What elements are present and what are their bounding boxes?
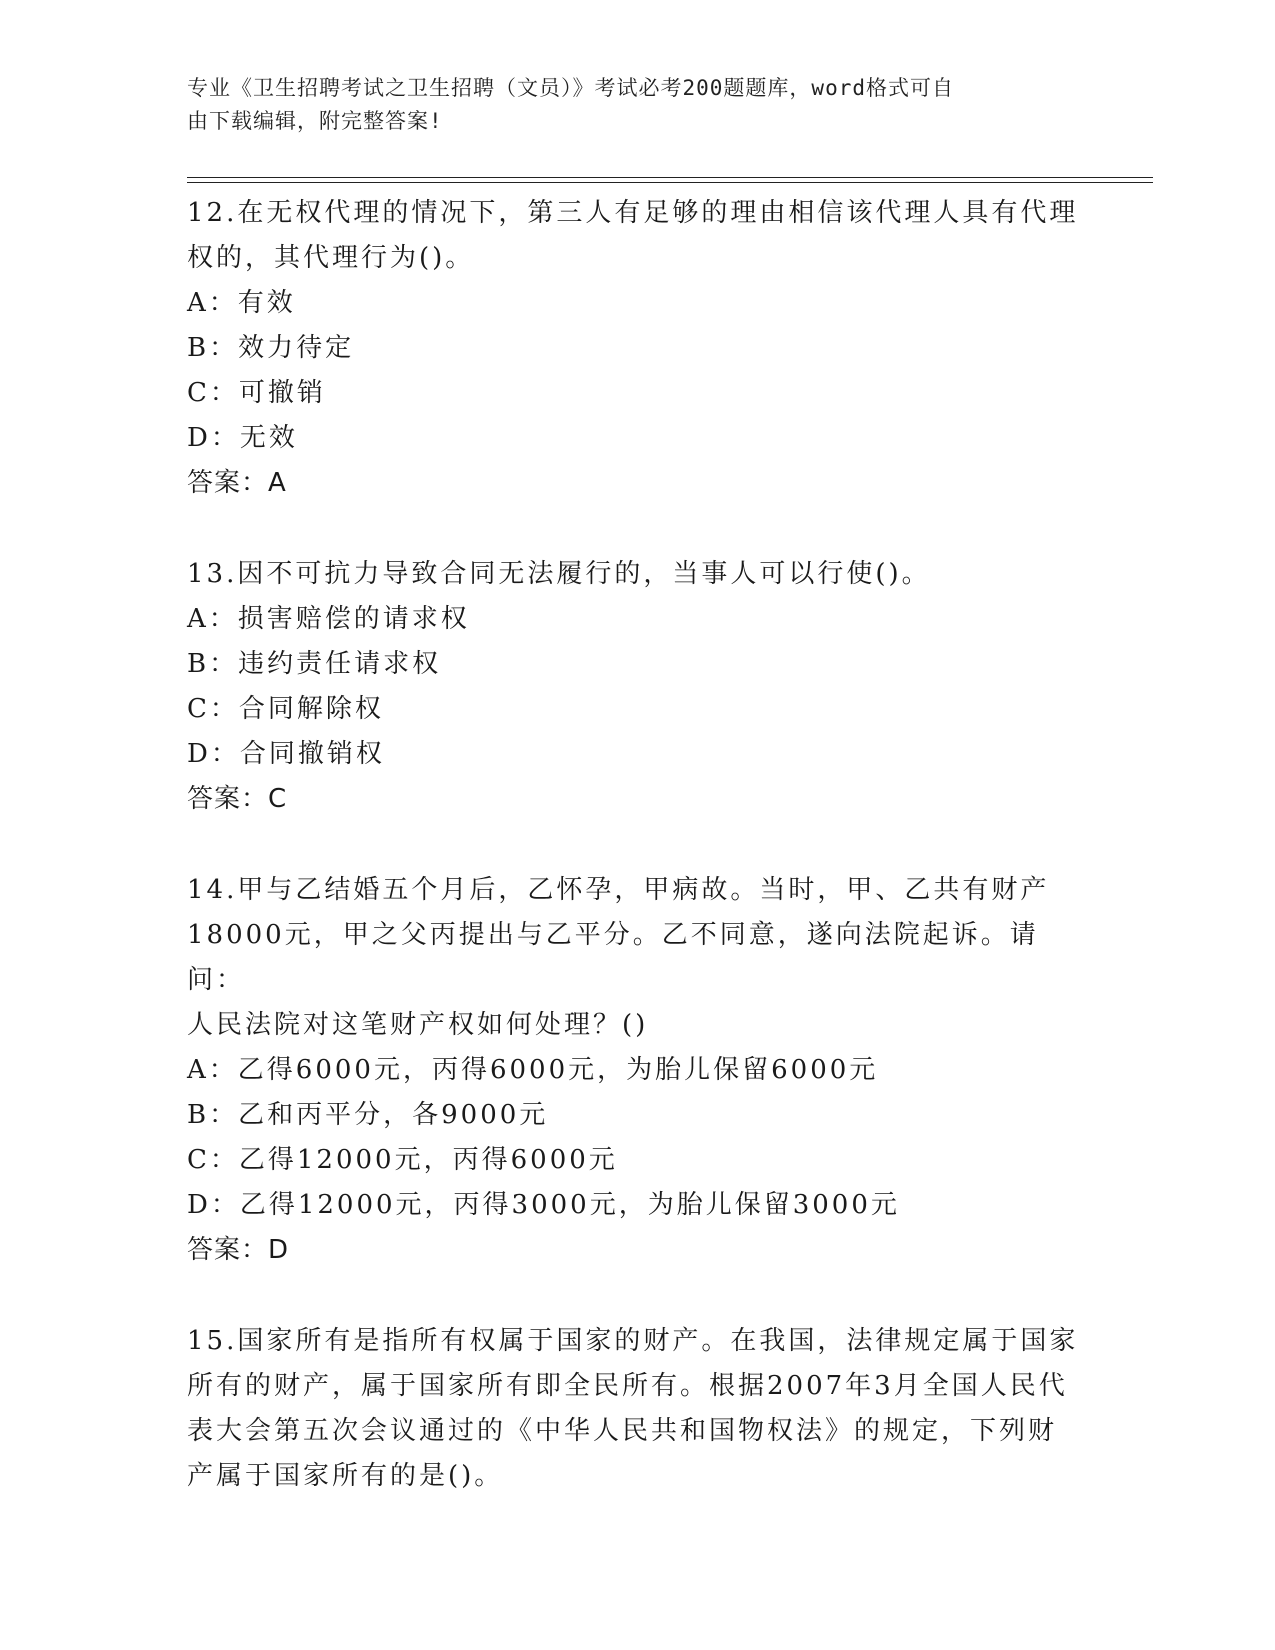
option-a: A：乙得6000元，丙得6000元，为胎儿保留6000元 <box>187 1055 879 1085</box>
answer-line: 答案：C <box>187 784 288 814</box>
option-b: B：乙和丙平分，各9000元 <box>187 1100 549 1130</box>
option-c: C：可撤销 <box>187 378 326 408</box>
document-header <box>187 72 1067 138</box>
question-text-line: 所有的财产，属于国家所有即全民所有。根据2007年3月全国人民代 <box>187 1371 1068 1401</box>
header-line-2: 由下载编辑，附完整答案! <box>187 109 443 133</box>
question-text-line: 12.在无权代理的情况下，第三人有足够的理由相信该代理人具有代理 <box>187 198 1079 228</box>
question-15 <box>187 1319 1087 1499</box>
question-text-line: 人民法院对这笔财产权如何处理？() <box>187 1010 649 1040</box>
answer-line: 答案：D <box>187 1235 290 1265</box>
option-c: C：乙得12000元，丙得6000元 <box>187 1145 618 1175</box>
question-text-line: 表大会第五次会议通过的《中华人民共和国物权法》的规定，下列财 <box>187 1416 1058 1446</box>
question-12 <box>187 191 1087 506</box>
question-text-line: 14.甲与乙结婚五个月后，乙怀孕，甲病故。当时，甲、乙共有财产 <box>187 875 1050 905</box>
question-13 <box>187 552 1087 822</box>
question-list <box>187 191 1087 1545</box>
question-text-line: 13.因不可抗力导致合同无法履行的，当事人可以行使()。 <box>187 559 931 589</box>
question-text-line: 18000元，甲之父丙提出与乙平分。乙不同意，遂向法院起诉。请问： <box>187 920 1039 995</box>
option-d: D：合同撤销权 <box>187 739 385 769</box>
option-c: C：合同解除权 <box>187 694 384 724</box>
question-text-line: 15.国家所有是指所有权属于国家的财产。在我国，法律规定属于国家 <box>187 1326 1079 1356</box>
header-line-1: 专业《卫生招聘考试之卫生招聘（文员）》考试必考200题题库，word格式可自 <box>187 76 954 100</box>
header-divider-bottom <box>187 182 1153 183</box>
answer-line: 答案：A <box>187 468 287 498</box>
question-14 <box>187 868 1087 1273</box>
question-text-line: 权的，其代理行为()。 <box>187 243 475 273</box>
question-text-line: 产属于国家所有的是()。 <box>187 1461 504 1491</box>
option-b: B：效力待定 <box>187 333 355 363</box>
header-divider-top <box>187 177 1153 178</box>
option-b: B：违约责任请求权 <box>187 649 442 679</box>
option-a: A：损害赔偿的请求权 <box>187 604 470 634</box>
option-d: D：乙得12000元，丙得3000元，为胎儿保留3000元 <box>187 1190 900 1220</box>
option-d: D：无效 <box>187 423 298 453</box>
option-a: A：有效 <box>187 288 296 318</box>
